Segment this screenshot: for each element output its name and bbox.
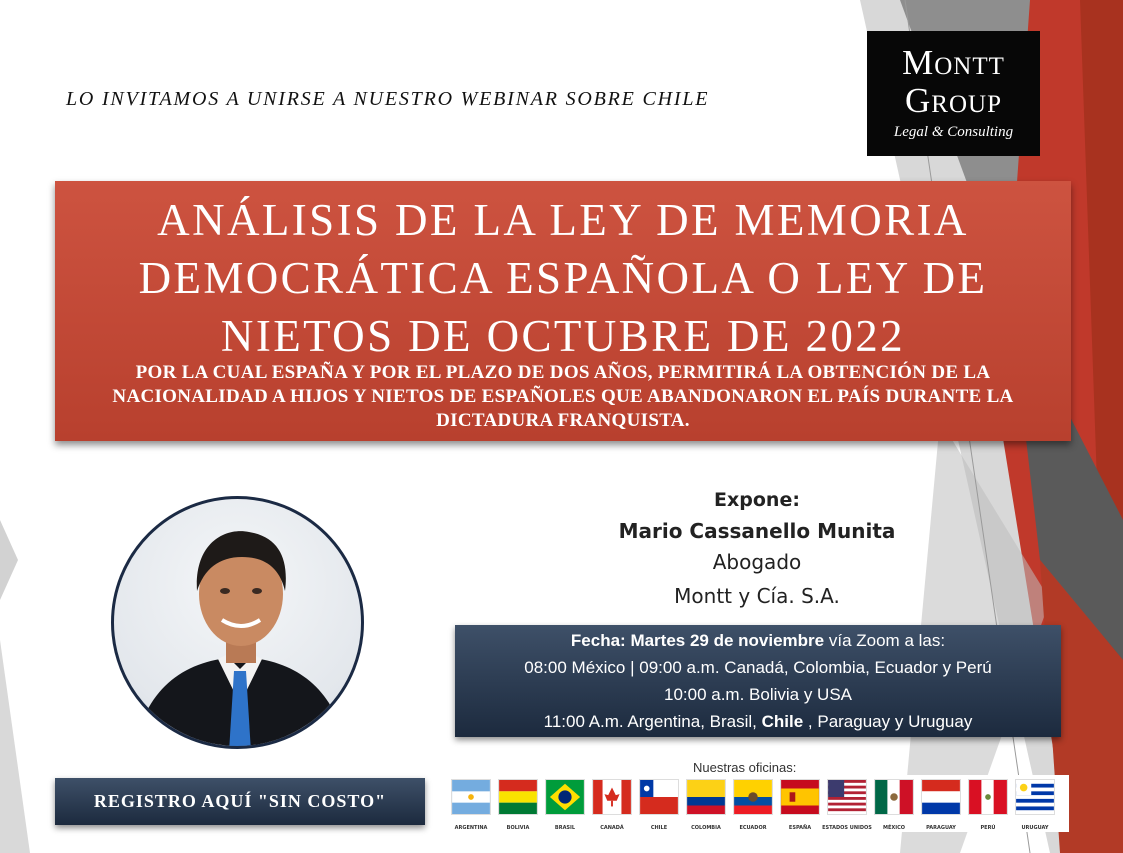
flag-label: PERÚ: [980, 825, 996, 831]
peru-flag-icon: [968, 779, 1008, 815]
argentina-flag-icon: [451, 779, 491, 815]
fecha-value: Martes 29 de noviembre: [630, 631, 825, 650]
webinar-title: ANÁLISIS DE LA LEY DE MEMORIA DEMOCRÁTICA ESPAÑOLA O LEY DE NIETOS DE OCTUBRE DE 2022: [138, 195, 988, 361]
speaker-label: Expone:: [714, 489, 800, 511]
logo-line-group: Group: [905, 81, 1002, 120]
flag-item-colombia: [684, 779, 728, 829]
schedule-line-4-chile: Chile: [761, 712, 804, 731]
flag-item-brasil: [543, 779, 587, 829]
flag-label: ECUADOR: [739, 825, 767, 831]
via-zoom-text: vía Zoom a las:: [824, 631, 946, 650]
flag-label: BRASIL: [554, 825, 576, 831]
flag-label: BOLIVIA: [506, 825, 530, 831]
paraguay-flag-icon: [921, 779, 961, 815]
office-flags-strip: [449, 775, 1069, 832]
spain-flag-icon: [780, 779, 820, 815]
fecha-label: Fecha:: [570, 631, 626, 650]
schedule-line-4-post: , Paraguay y Uruguay: [803, 712, 973, 731]
logo-tagline: Legal & Consulting: [893, 124, 1014, 140]
flag-item-paraguay: [919, 779, 963, 829]
usa-flag-icon: [827, 779, 867, 815]
webinar-subtitle: POR LA CUAL ESPAÑA Y POR EL PLAZO DE DOS AÑOS, PERMITIRÁ LA OBTENCIÓN DE LA NACIONALIDAD A HIJOS Y NIETOS DE ESPAÑOLES QUE ABANDONARON EL PAÍS DURANTE LA DICTADURA FRANQUISTA.: [112, 362, 1014, 431]
flag-item-peru: [966, 779, 1010, 829]
flag-item-estados-unidos: [822, 779, 872, 831]
mexico-flag-icon: [874, 779, 914, 815]
bolivia-flag-icon: [498, 779, 538, 815]
schedule-line-4-pre: 11:00 A.m. Argentina, Brasil,: [543, 712, 762, 731]
flag-item-ecuador: [731, 779, 775, 829]
speaker-name: Mario Cassanello Munita: [618, 519, 896, 543]
flag-label: COLOMBIA: [691, 825, 721, 831]
uruguay-flag-icon: [1015, 779, 1055, 815]
flag-label: CANADÁ: [600, 825, 624, 831]
flag-label: ARGENTINA: [454, 825, 488, 831]
flag-label: ESPAÑA: [788, 825, 812, 831]
speaker-role: Abogado: [712, 550, 802, 574]
canada-flag-icon: [592, 779, 632, 815]
oficinas-label: Nuestras oficinas:: [693, 760, 797, 775]
colombia-flag-icon: [686, 779, 726, 815]
chile-flag-icon: [639, 779, 679, 815]
schedule-line-2: 08:00 México | 09:00 a.m. Canadá, Colombia, Ecuador y Perú: [524, 658, 992, 677]
speaker-portrait-icon: [114, 499, 364, 749]
speaker-company: Montt y Cía. S.A.: [674, 584, 840, 608]
speaker-photo: [111, 496, 364, 749]
invitation-text: LO INVITAMOS A UNIRSE A NUESTRO WEBINAR SOBRE CHILE: [66, 88, 710, 110]
logo-line-montt: Montt: [902, 43, 1005, 82]
flag-item-chile: [637, 779, 681, 829]
flag-label: PARAGUAY: [926, 825, 956, 831]
speaker-info: [600, 486, 914, 614]
flag-label: CHILE: [650, 825, 668, 831]
ecuador-flag-icon: [733, 779, 773, 815]
brazil-flag-icon: [545, 779, 585, 815]
schedule-line-4: [455, 708, 1061, 735]
flag-item-mexico: [872, 779, 916, 829]
flag-item-argentina: [449, 779, 493, 829]
montt-group-logo: [867, 31, 1040, 156]
schedule-line-1: [455, 627, 1061, 654]
flag-label: URUGUAY: [1021, 825, 1049, 831]
flag-label: ESTADOS UNIDOS: [822, 825, 872, 831]
flag-item-canada: [590, 779, 634, 829]
flag-label: MÉXICO: [882, 825, 906, 831]
flag-item-espana: [778, 779, 822, 829]
title-banner: [55, 181, 1071, 441]
schedule-line-3: 10:00 a.m. Bolivia y USA: [663, 685, 853, 704]
flag-item-bolivia: [496, 779, 540, 829]
schedule-box: [455, 625, 1061, 737]
flag-item-uruguay: [1013, 779, 1057, 829]
registro-button[interactable]: REGISTRO AQUÍ "SIN COSTO": [55, 778, 425, 825]
